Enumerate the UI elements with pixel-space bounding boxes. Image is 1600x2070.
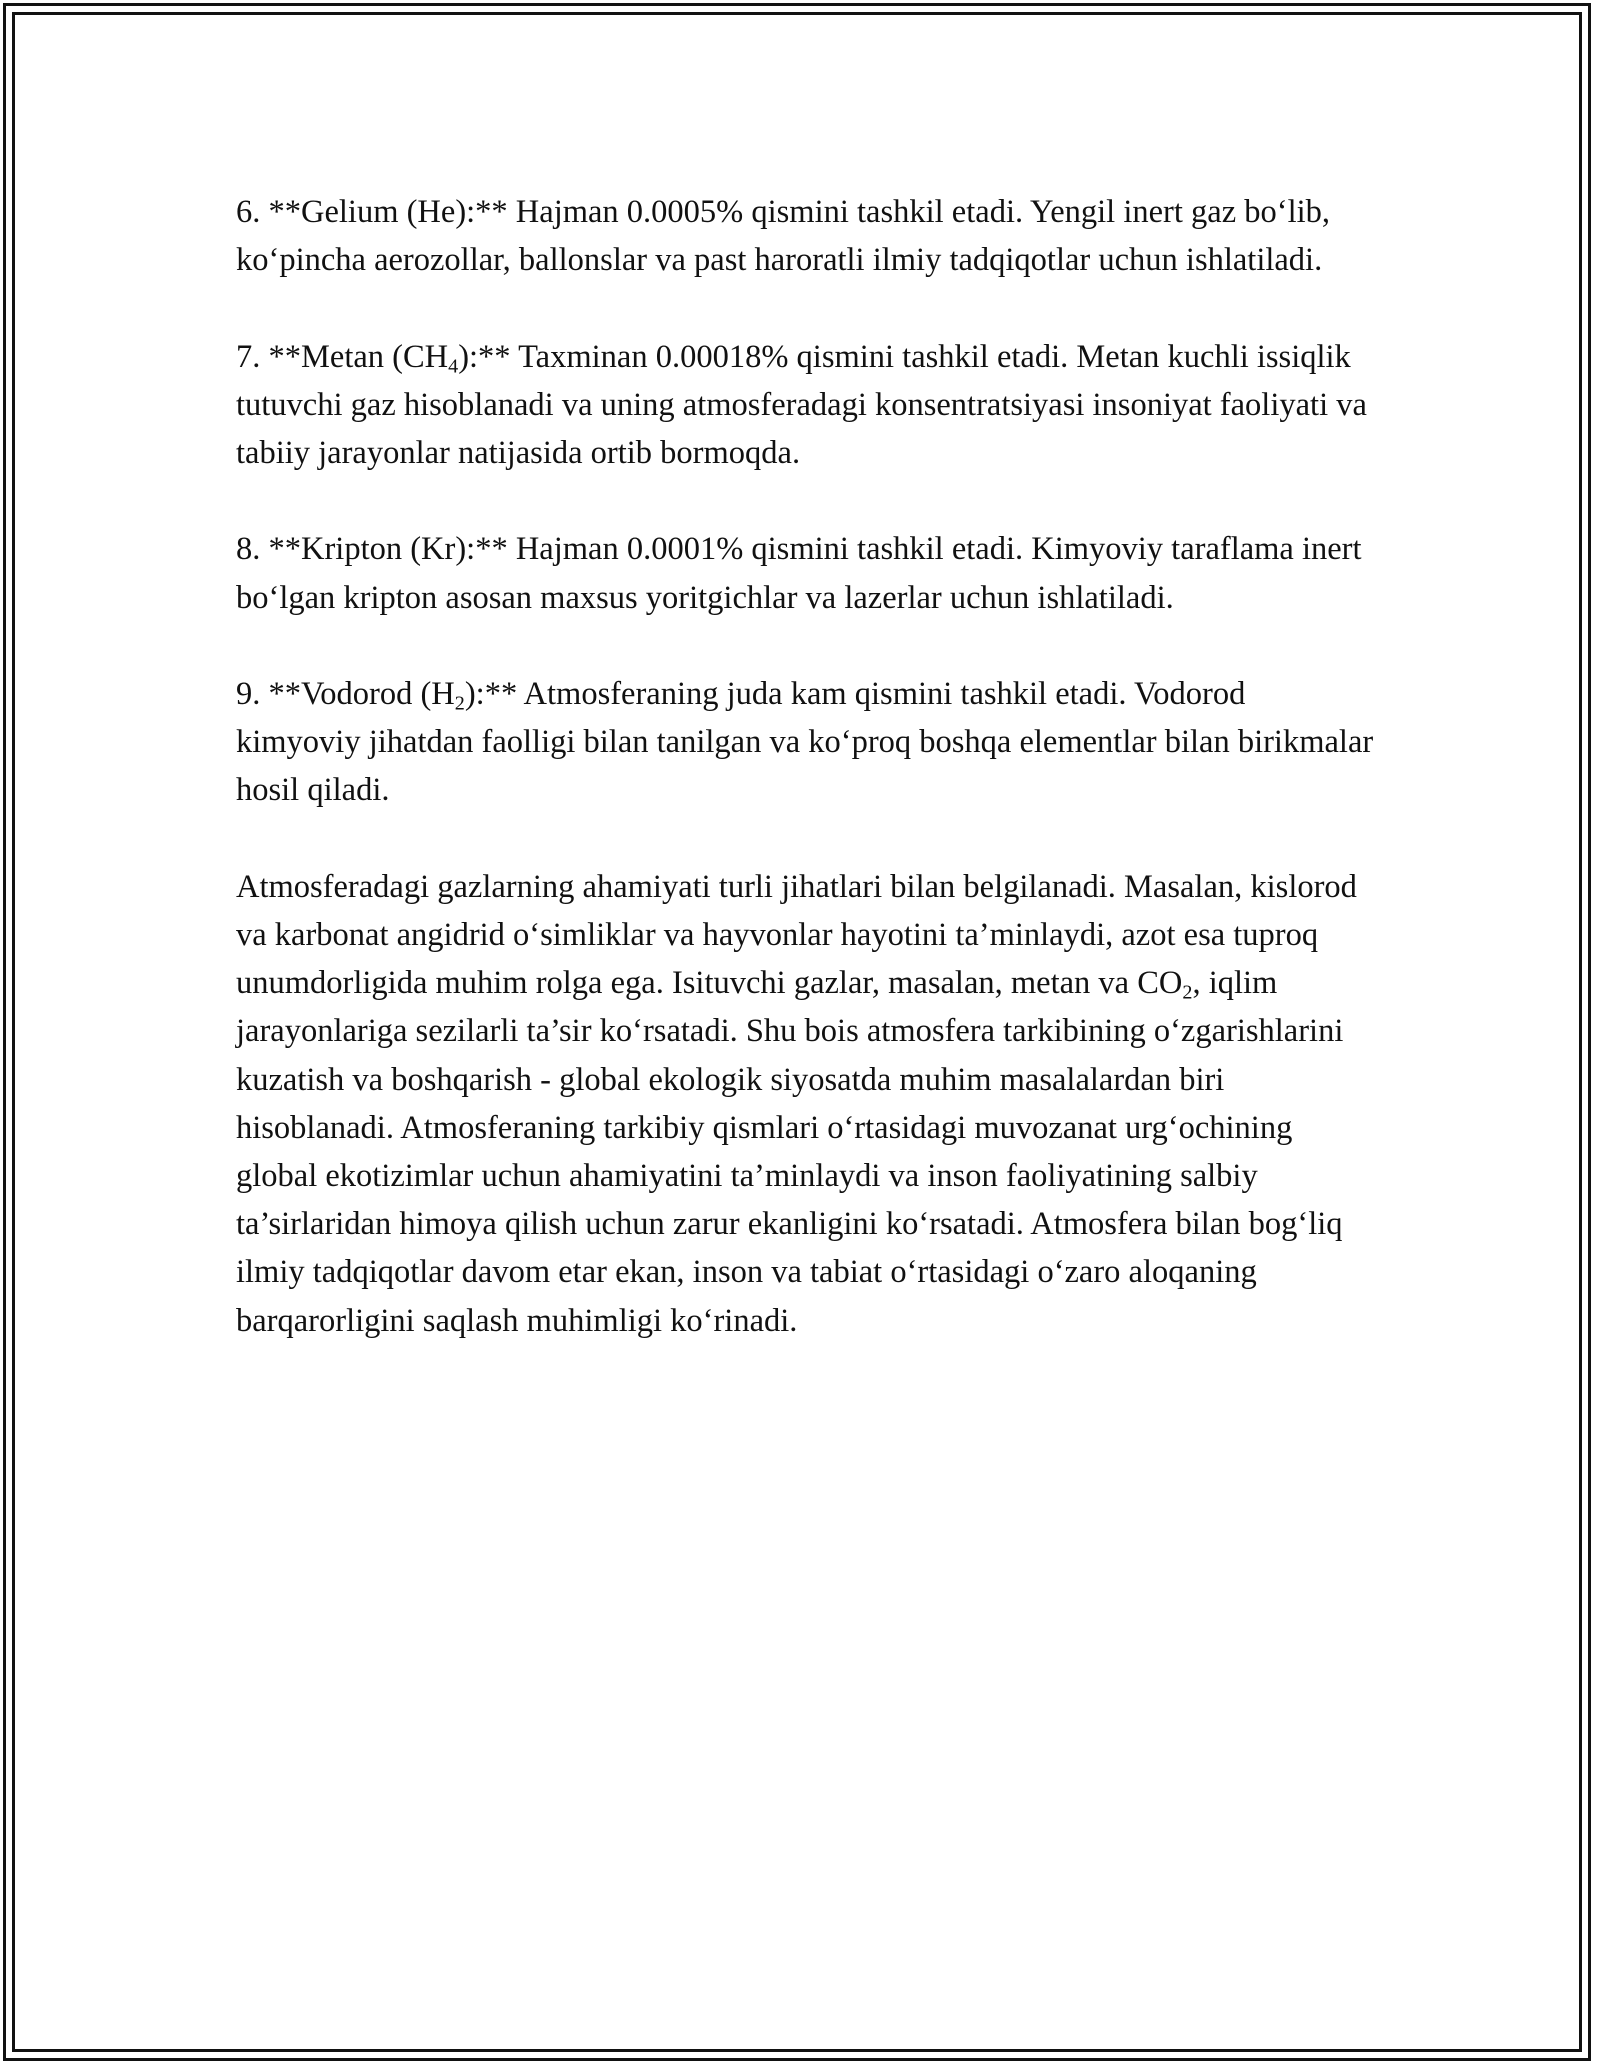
paragraph-hydrogen (236, 670, 1376, 815)
subscript-text: 2 (454, 692, 465, 715)
text-run: ):** Taxminan 0.00018% qismini tashkil etadi. Metan kuchli issiqlik tutuvchi gaz hisoblanadi va uning atmosferadagi konsentratsiyasi insoniyat faoliyati va tabiiy jarayonlar natijasida ortib bormoqda. (236, 338, 1367, 471)
text-run: 9. **Vodorod (H (236, 675, 455, 712)
text-run: , iqlim jarayonlariga sezilarli ta’sir ko‘rsatadi. Shu bois atmosfera tarkibining o‘zgarishlarini kuzatish va boshqarish - global ekologik siyosatda muhim masalalardan biri hisoblanadi. Atmosferaning tarkibiy qismlari o‘rtasidagi muvozanat urg‘ochining global ekotizimlar uchun ahamiyatini ta’minlaydi va inson faoliyatining salbiy ta’sirlaridan himoya qilish uchun zarur ekanligini ko‘rsatadi. Atmosfera bilan bog‘liq ilmiy tadqiqotlar davom etar ekan, inson va tabiat o‘rtasidagi o‘zaro aloqaning barqarorligini saqlash muhimligi ko‘rinadi. (236, 965, 1344, 1339)
paragraph-krypton (236, 525, 1376, 621)
paragraph-helium (236, 188, 1376, 284)
text-run: 8. **Kripton (Kr):** Hajman 0.0001% qismini tashkil etadi. Kimyoviy taraflama inert bo‘lgan kripton asosan maxsus yoritgichlar va lazerlar uchun ishlatiladi. (236, 531, 1362, 616)
text-run: Atmosferadagi gazlarning ahamiyati turli jihatlari bilan belgilanadi. Masalan, kislorod va karbonat angidrid o‘simliklar va hayvonlar hayotini ta’minlaydi, azot esa tuproq unumdorligida muhim rolga ega. Isituvchi gazlar, masalan, metan va CO (236, 868, 1357, 1002)
paragraph-methane (236, 333, 1376, 478)
subscript-text: 4 (448, 355, 459, 378)
text-run: 6. **Gelium (He):** Hajman 0.0005% qismini tashkil etadi. Yengil inert gaz bo‘lib, ko‘pincha aerozollar, ballonslar va past haroratli ilmiy tadqiqotlar uchun ishlatiladi. (236, 194, 1331, 279)
text-run: 7. **Metan (CH (236, 338, 449, 375)
document-body (236, 188, 1376, 1345)
text-run: ):** Atmosferaning juda kam qismini tashkil etadi. Vodorod kimyoviy jihatdan faolligi bilan tanilgan va ko‘proq boshqa elementlar bilan birikmalar hosil qiladi. (236, 675, 1374, 809)
subscript-text: 2 (1182, 981, 1193, 1004)
paragraph-conclusion (236, 863, 1376, 1345)
